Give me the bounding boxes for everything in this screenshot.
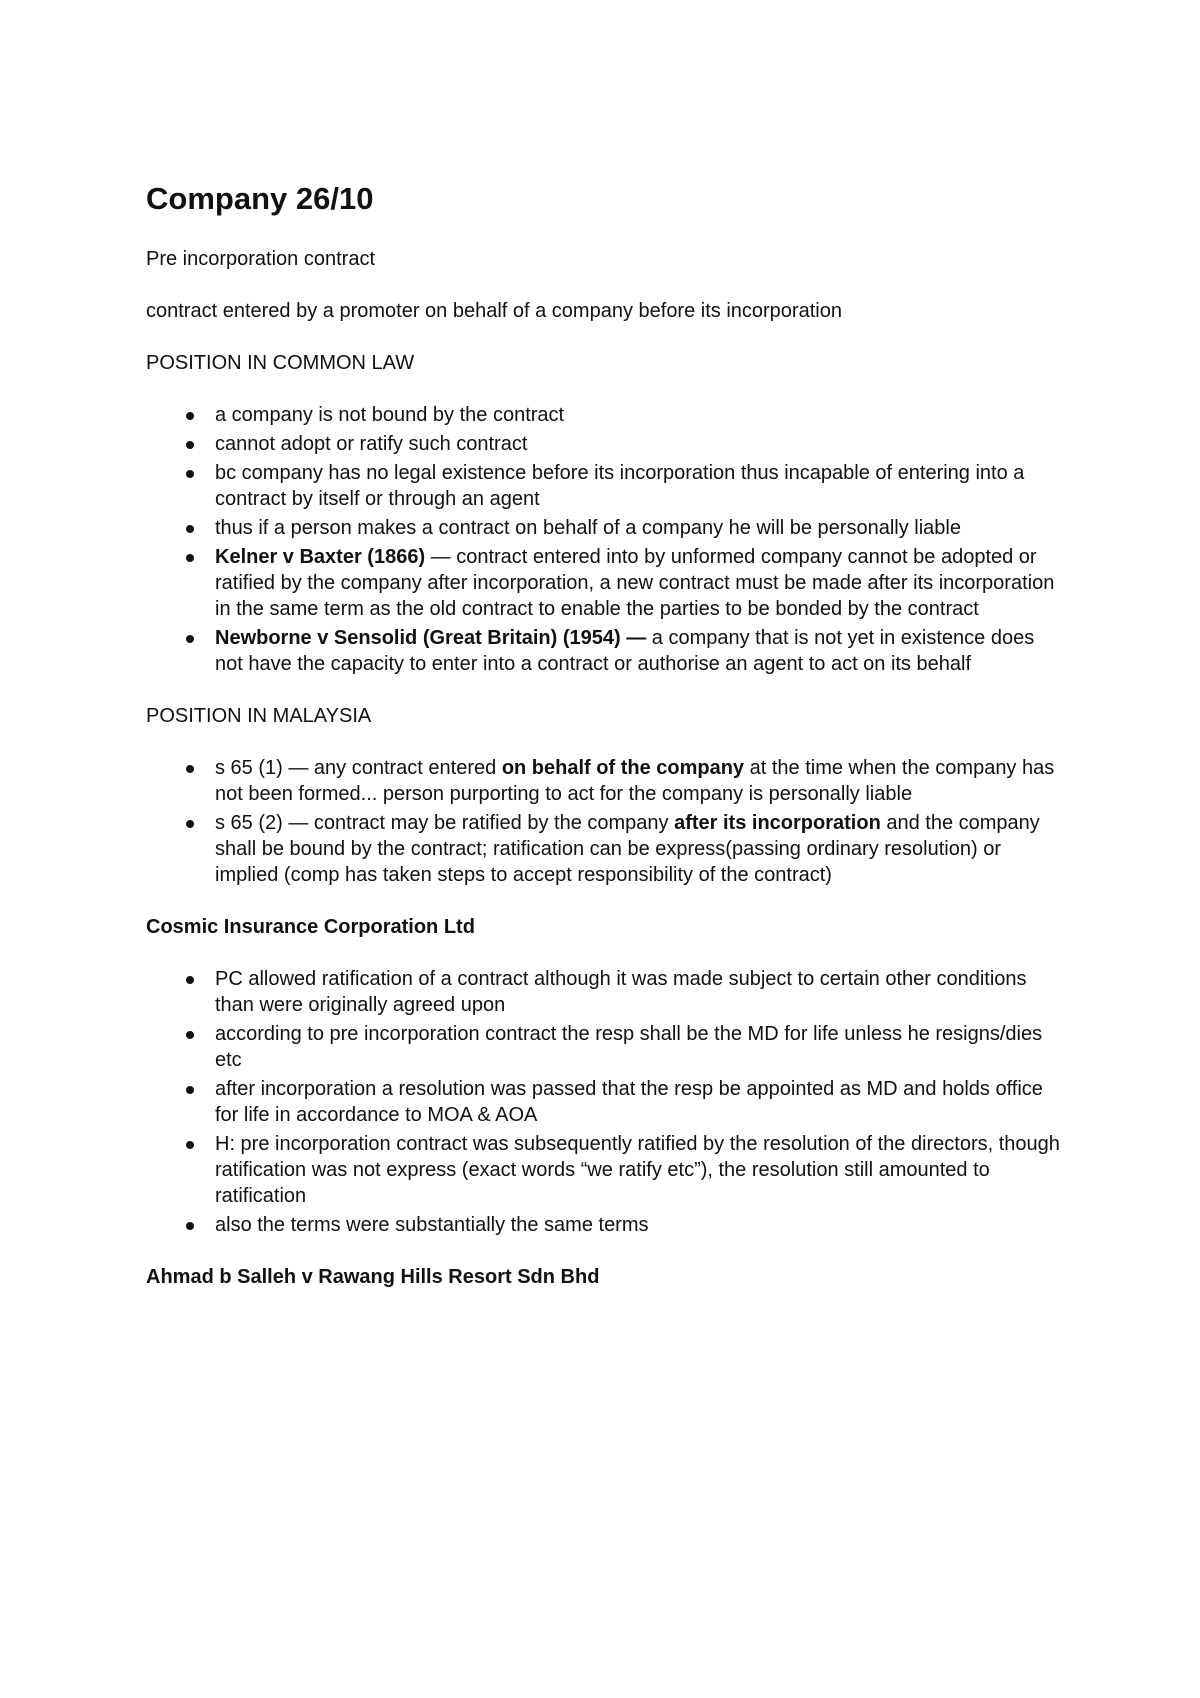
item-text: a company that is not yet in existence does not have the capacity to enter into a contract or authorise an agent to act on its behalf — [215, 627, 1035, 676]
list-item — [215, 431, 1076, 457]
item-text-pre: s 65 (1) — any contract entered — [215, 757, 502, 780]
common-law-list — [146, 402, 1076, 677]
cosmic-list — [146, 966, 1076, 1238]
item-text-post: at the time when the company has not been formed... person purporting to act for the company is personally liable — [215, 757, 1055, 806]
item-text: cannot adopt or ratify such contract — [215, 433, 528, 456]
item-text-bold: after its incorporation — [674, 812, 881, 835]
item-text: thus if a person makes a contract on behalf of a company he will be personally liable — [215, 517, 961, 540]
list-item — [215, 966, 1076, 1018]
item-text-post: and the company shall be bound by the contract; ratification can be express(passing ordinary resolution) or implied (comp has taken steps to accept responsibility of the contract) — [215, 812, 1040, 887]
common-law-heading: POSITION IN COMMON LAW — [146, 352, 415, 375]
item-text: a company is not bound by the contract — [215, 404, 565, 427]
list-item — [215, 460, 1076, 512]
list-item — [215, 755, 1076, 807]
item-text-pre: s 65 (2) — contract may be ratified by the company — [215, 812, 675, 835]
page-title: Company 26/10 — [146, 181, 374, 216]
list-item — [215, 1131, 1076, 1209]
ahmad-case-heading: Ahmad b Salleh v Rawang Hills Resort Sdn Bhd — [146, 1266, 600, 1289]
item-text: also the terms were substantially the same terms — [215, 1214, 649, 1237]
list-item — [215, 544, 1076, 622]
item-text-bold: on behalf of the company — [501, 757, 745, 780]
cosmic-case-heading: Cosmic Insurance Corporation Ltd — [146, 916, 475, 939]
subtitle: Pre incorporation contract — [146, 248, 376, 271]
case-name: Kelner v Baxter (1866) — [215, 546, 426, 569]
item-text: according to pre incorporation contract the resp shall be the MD for life unless he resigns/dies etc — [215, 1023, 1043, 1072]
item-text: H: pre incorporation contract was subsequently ratified by the resolution of the directors, though ratification was not express (exact words “we ratify etc”), the resolution still amounted to ratification — [215, 1133, 1060, 1208]
item-text: bc company has no legal existence before its incorporation thus incapable of entering into a contract by itself or through an agent — [215, 462, 1025, 511]
item-text: after incorporation a resolution was passed that the resp be appointed as MD and holds office for life in accordance to MOA & AOA — [215, 1078, 1043, 1127]
malaysia-list — [146, 755, 1076, 888]
list-item — [215, 1076, 1076, 1128]
item-text: PC allowed ratification of a contract although it was made subject to certain other conditions than were originally agreed upon — [215, 968, 1027, 1017]
case-name: Newborne v Sensolid (Great Britain) (1954) — — [215, 627, 647, 650]
item-text: — contract entered into by unformed company cannot be adopted or ratified by the company after incorporation, a new contract must be made after its incorporation in the same term as the old contract to enable the parties to be bonded by the contract — [215, 546, 1055, 621]
document-page — [146, 180, 1076, 1316]
definition-text: contract entered by a promoter on behalf of a company before its incorporation — [146, 300, 842, 323]
list-item — [215, 1021, 1076, 1073]
list-item — [215, 625, 1076, 677]
list-item — [215, 515, 1076, 541]
list-item — [215, 1212, 1076, 1238]
malaysia-heading: POSITION IN MALAYSIA — [146, 705, 372, 728]
list-item — [215, 402, 1076, 428]
list-item — [215, 810, 1076, 888]
